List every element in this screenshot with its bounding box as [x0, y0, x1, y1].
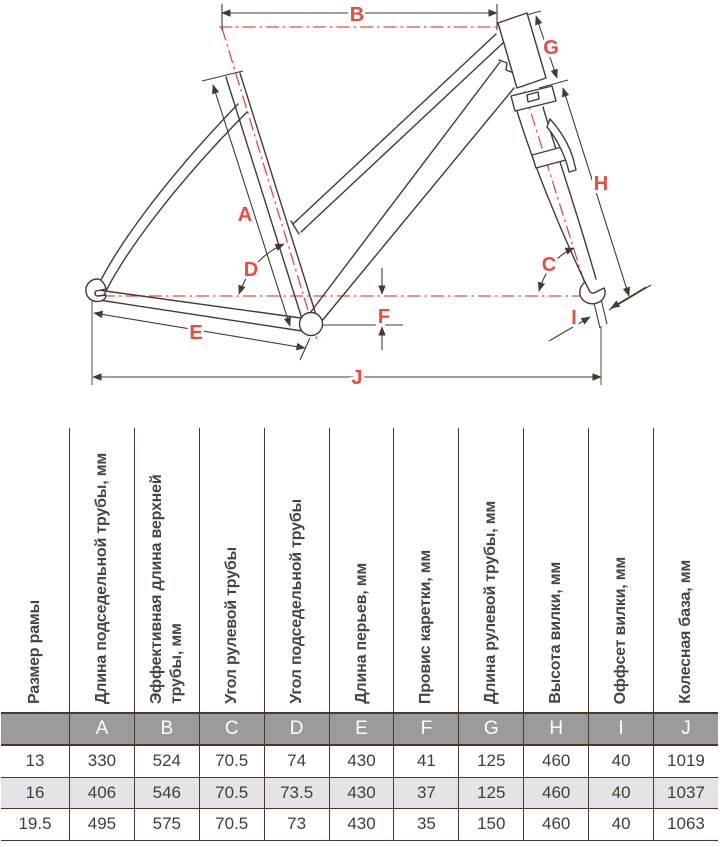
frame-size-cell: 19.5: [18, 814, 52, 834]
table-header-cell: [69, 428, 134, 712]
table-cell: 430: [329, 746, 394, 777]
dimension-label-f: F: [377, 306, 391, 328]
table-cell: 40: [588, 809, 653, 840]
column-label: Эффективная длина верхней трубы, мм: [147, 474, 185, 704]
table-letter-cell: A: [69, 714, 134, 744]
table-letter-cell: E: [329, 714, 394, 744]
table-header-cell: [134, 428, 199, 712]
table-cell: 495: [69, 809, 134, 840]
table-cell: 524: [134, 746, 199, 777]
table-header-cell: [653, 428, 718, 712]
table-row: [1, 746, 718, 778]
dim-a: [202, 71, 290, 326]
table-letter-cell: D: [264, 714, 329, 744]
table-cell: 125: [458, 778, 523, 809]
table-header-cell: [329, 428, 394, 712]
table-cell: 430: [329, 809, 394, 840]
table-header-row: [1, 428, 718, 714]
dimension-label-c: C: [541, 254, 557, 276]
frame-size-cell: 13: [25, 751, 45, 771]
table-letter-cell: [1, 714, 69, 744]
table-cell: 150: [458, 809, 523, 840]
angle-arcs: [239, 244, 574, 294]
column-label: Оффсет вилки, мм: [612, 556, 630, 704]
dimension-label-b: B: [349, 4, 365, 26]
bike-frame-drawing: [86, 13, 605, 336]
table-cell: 1063: [653, 809, 718, 840]
column-label: Высота вилки, мм: [547, 562, 565, 704]
table-cell: 40: [588, 746, 653, 777]
table-cell: 546: [134, 778, 199, 809]
table-cell: 125: [458, 746, 523, 777]
table-cell: 41: [393, 746, 458, 777]
frame-size-cell: 16: [25, 782, 45, 802]
column-label: Длина рулевой трубы, мм: [482, 501, 500, 704]
table-cell: 73.5: [264, 778, 329, 809]
table-letter-row: [1, 714, 718, 746]
table-cell: 430: [329, 778, 394, 809]
column-label: Угол рулевой трубы: [222, 547, 240, 704]
dimension-label-d: D: [243, 259, 259, 281]
table-cell: 575: [134, 809, 199, 840]
table-cell: 70.5: [199, 746, 264, 777]
table-header-cell: [393, 428, 458, 712]
table-letter-cell: I: [588, 714, 653, 744]
dim-h: [563, 88, 651, 310]
table-cell: 37: [393, 778, 458, 809]
dimension-label-e: E: [189, 322, 203, 344]
dimension-label-g: G: [543, 37, 559, 59]
table-letter-cell: C: [199, 714, 264, 744]
table-cell: 35: [393, 809, 458, 840]
table-header-cell: [588, 428, 653, 712]
table-cell: 460: [523, 778, 588, 809]
column-label: Длина подседельной трубы, мм: [92, 453, 110, 704]
dimension-label-a: A: [237, 204, 253, 226]
table-row: [1, 778, 718, 810]
table-cell: 40: [588, 778, 653, 809]
table-header-cell: [458, 428, 523, 712]
wheelbase-extension-lines: [92, 301, 601, 385]
table-cell: 74: [264, 746, 329, 777]
table-cell: 330: [69, 746, 134, 777]
table-letter-cell: B: [134, 714, 199, 744]
table-header-cell: [523, 428, 588, 712]
table-letter-cell: J: [653, 714, 718, 744]
table-header-cell: [1, 428, 69, 712]
column-label: Провис каретки, мм: [417, 549, 435, 704]
column-label: Колесная база, мм: [676, 560, 694, 704]
table-cell: 1019: [653, 746, 718, 777]
table-cell: 406: [69, 778, 134, 809]
frame-geometry-table: [1, 428, 718, 841]
table-header-cell: [199, 428, 264, 712]
table-letter-cell: G: [458, 714, 523, 744]
table-row: [1, 809, 718, 841]
table-cell: 1037: [653, 778, 718, 809]
dimension-label-h: H: [593, 173, 609, 195]
table-cell: 70.5: [199, 809, 264, 840]
table-cell: 460: [523, 746, 588, 777]
table-header-cell: [264, 428, 329, 712]
column-label: Размер рамы: [26, 599, 43, 704]
column-label: Угол подседельной трубы: [287, 499, 305, 704]
table-letter-cell: F: [393, 714, 458, 744]
dimension-label-i: I: [571, 307, 577, 329]
table-cell: 460: [523, 809, 588, 840]
table-letter-cell: H: [523, 714, 588, 744]
column-label: Длина перьев, мм: [352, 563, 370, 704]
table-cell: 70.5: [199, 778, 264, 809]
dimension-label-j: J: [351, 367, 363, 389]
table-cell: 73: [264, 809, 329, 840]
